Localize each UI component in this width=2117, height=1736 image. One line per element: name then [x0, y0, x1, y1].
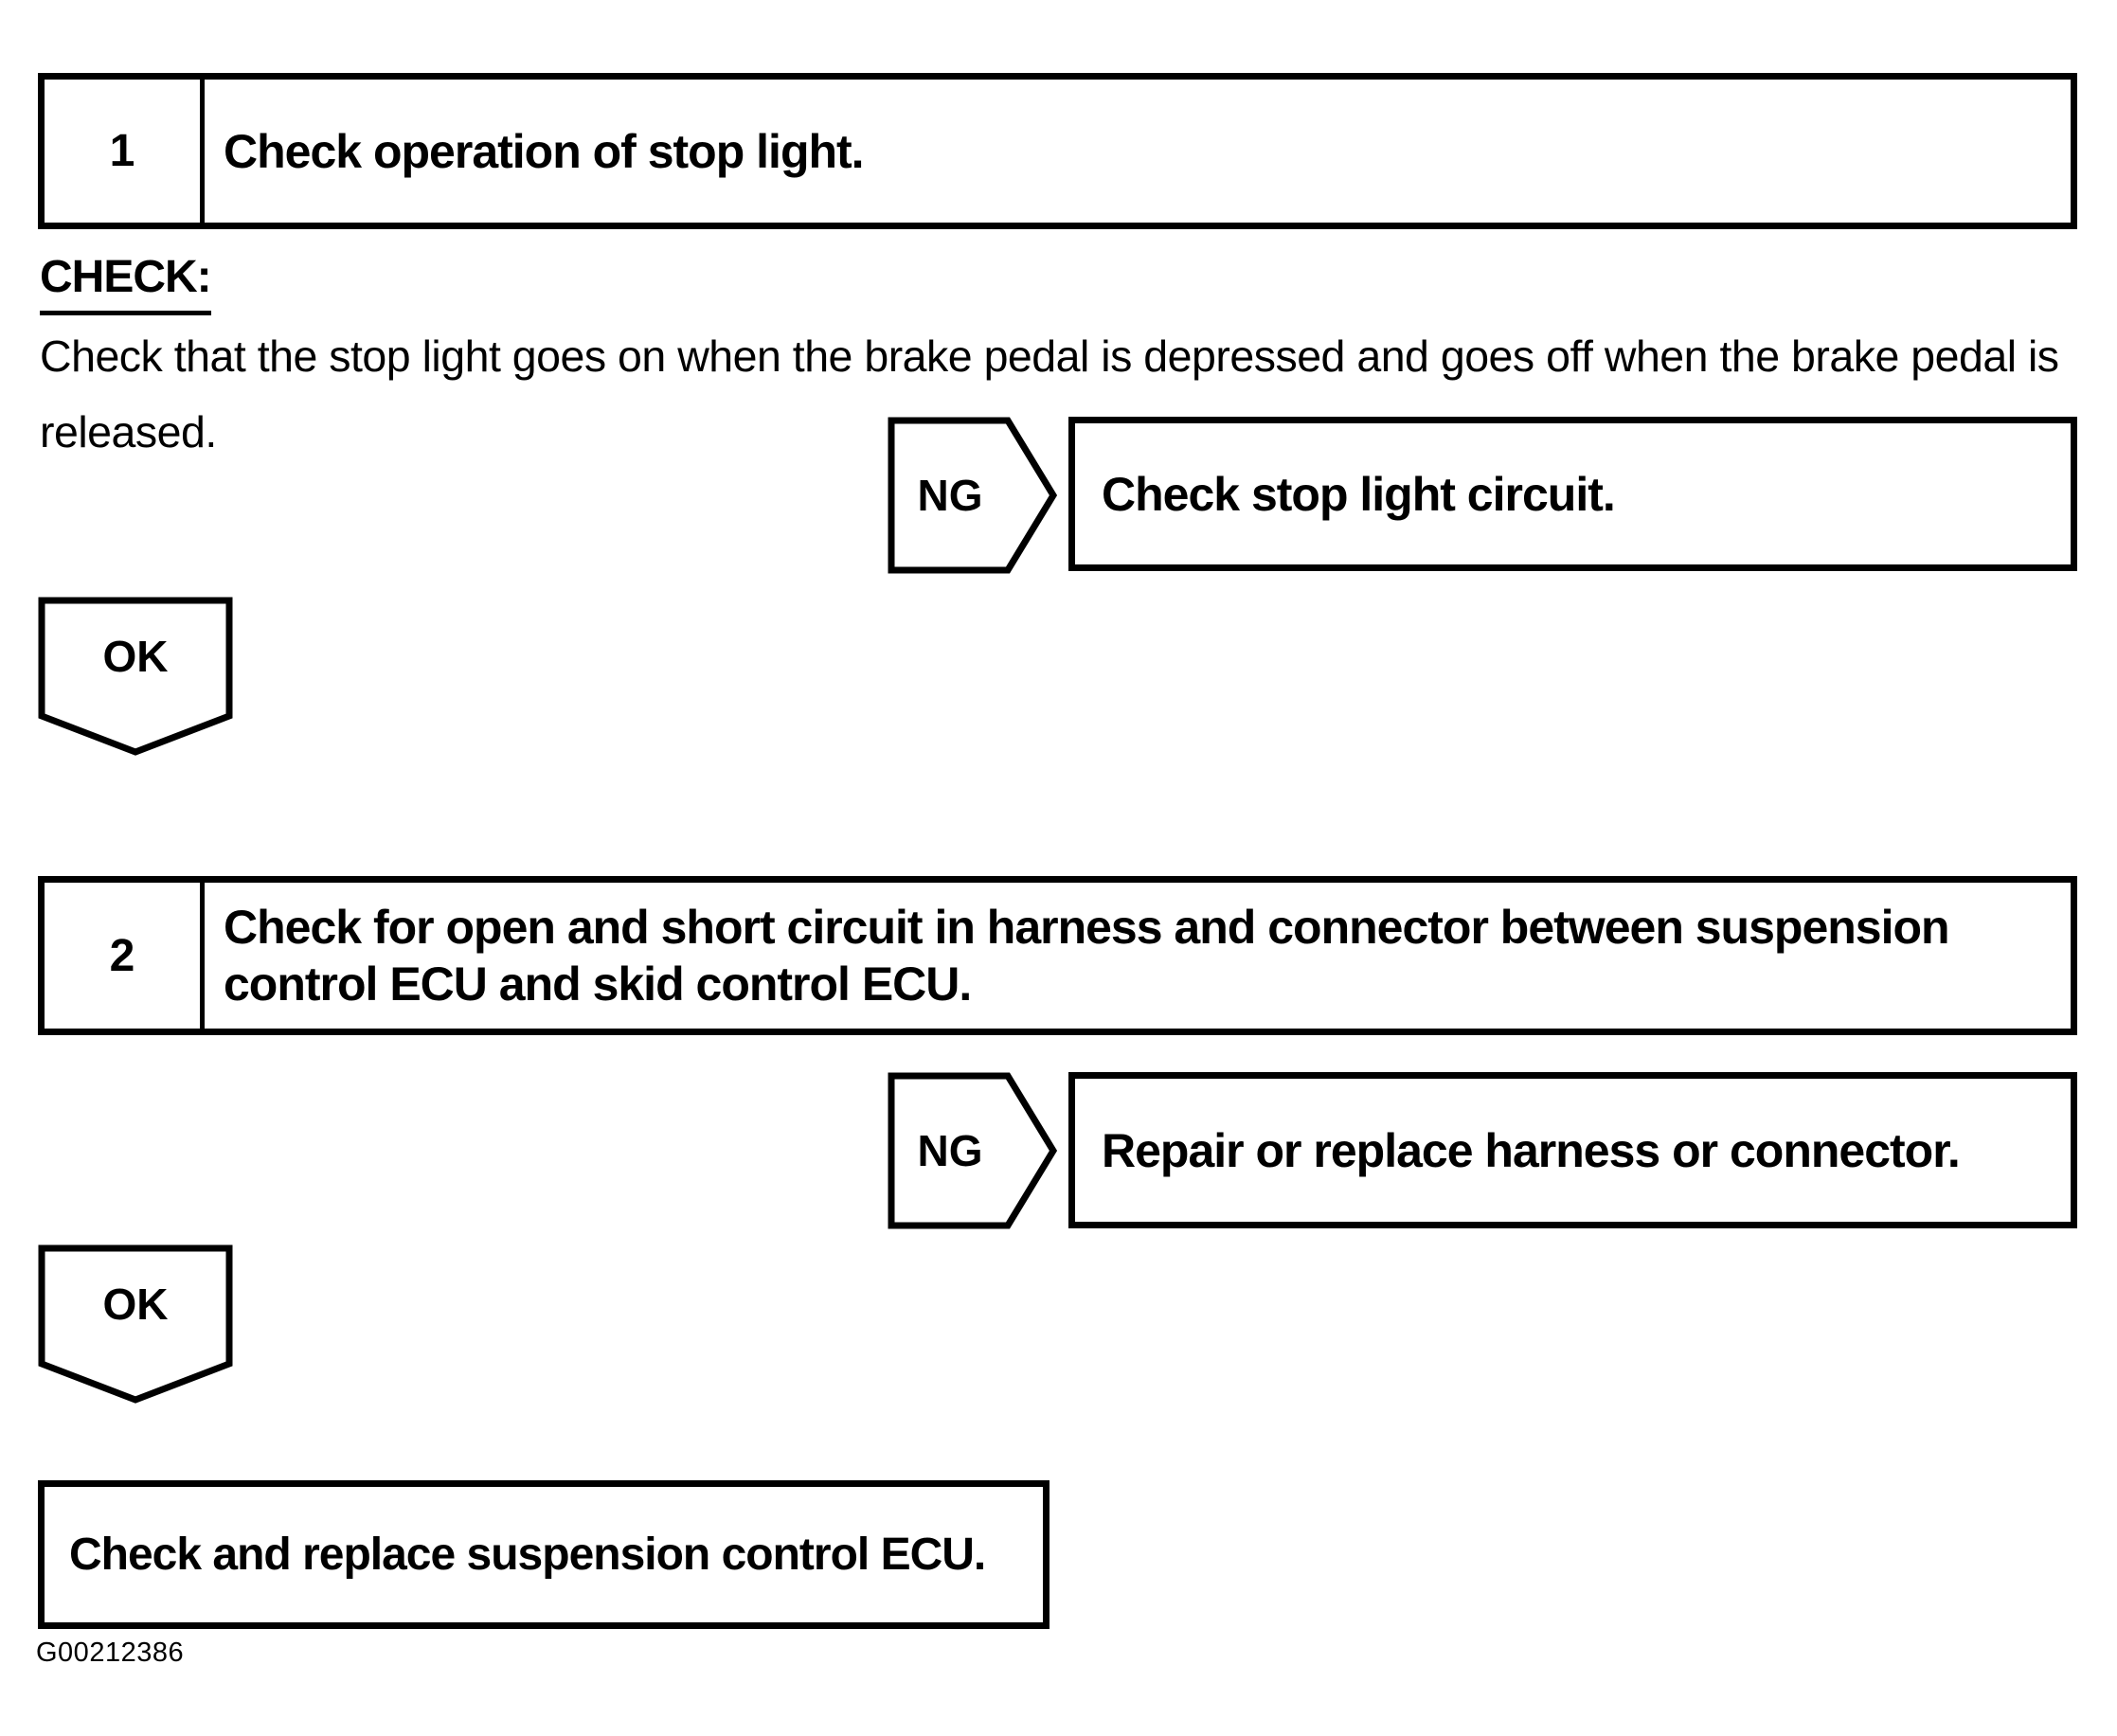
step-1-title-cell	[205, 80, 2071, 223]
step-2-number: 2	[45, 883, 205, 1029]
ng-action-text-1: Check stop light circuit.	[1102, 467, 1615, 521]
ng-pentagon-2	[888, 1072, 1057, 1229]
ng-pentagon-1	[888, 417, 1057, 574]
ng-action-box-2	[1068, 1072, 2077, 1228]
ok-pentagon-2	[38, 1244, 233, 1405]
ok-pentagon-1	[38, 597, 233, 757]
step-2-box	[38, 876, 2077, 1035]
ng-action-text-2: Repair or replace harness or connector.	[1102, 1123, 1960, 1177]
step-1-box	[38, 73, 2077, 229]
check-heading: CHECK:	[40, 251, 211, 315]
step-1-number: 1	[45, 80, 205, 223]
final-action-text: Check and replace suspension control ECU.	[69, 1530, 986, 1580]
figure-code: G00212386	[36, 1638, 185, 1668]
ng-label-1: NG	[917, 471, 983, 520]
ok-label-1: OK	[102, 632, 169, 681]
check-body-text: Check that the stop light goes on when the brake pedal is depressed and goes off when the brake pedal is released.	[40, 331, 2059, 456]
final-action-box	[38, 1480, 1050, 1629]
step-2-title-cell	[205, 883, 2071, 1029]
step-1-title: Check operation of stop light.	[224, 124, 864, 178]
ng-label-2: NG	[917, 1126, 983, 1175]
step-2-title: Check for open and short circuit in harness and connector between suspension control ECU and skid control ECU.	[224, 901, 1949, 1011]
ok-label-2: OK	[102, 1280, 169, 1329]
ng-action-box-1	[1068, 417, 2077, 571]
